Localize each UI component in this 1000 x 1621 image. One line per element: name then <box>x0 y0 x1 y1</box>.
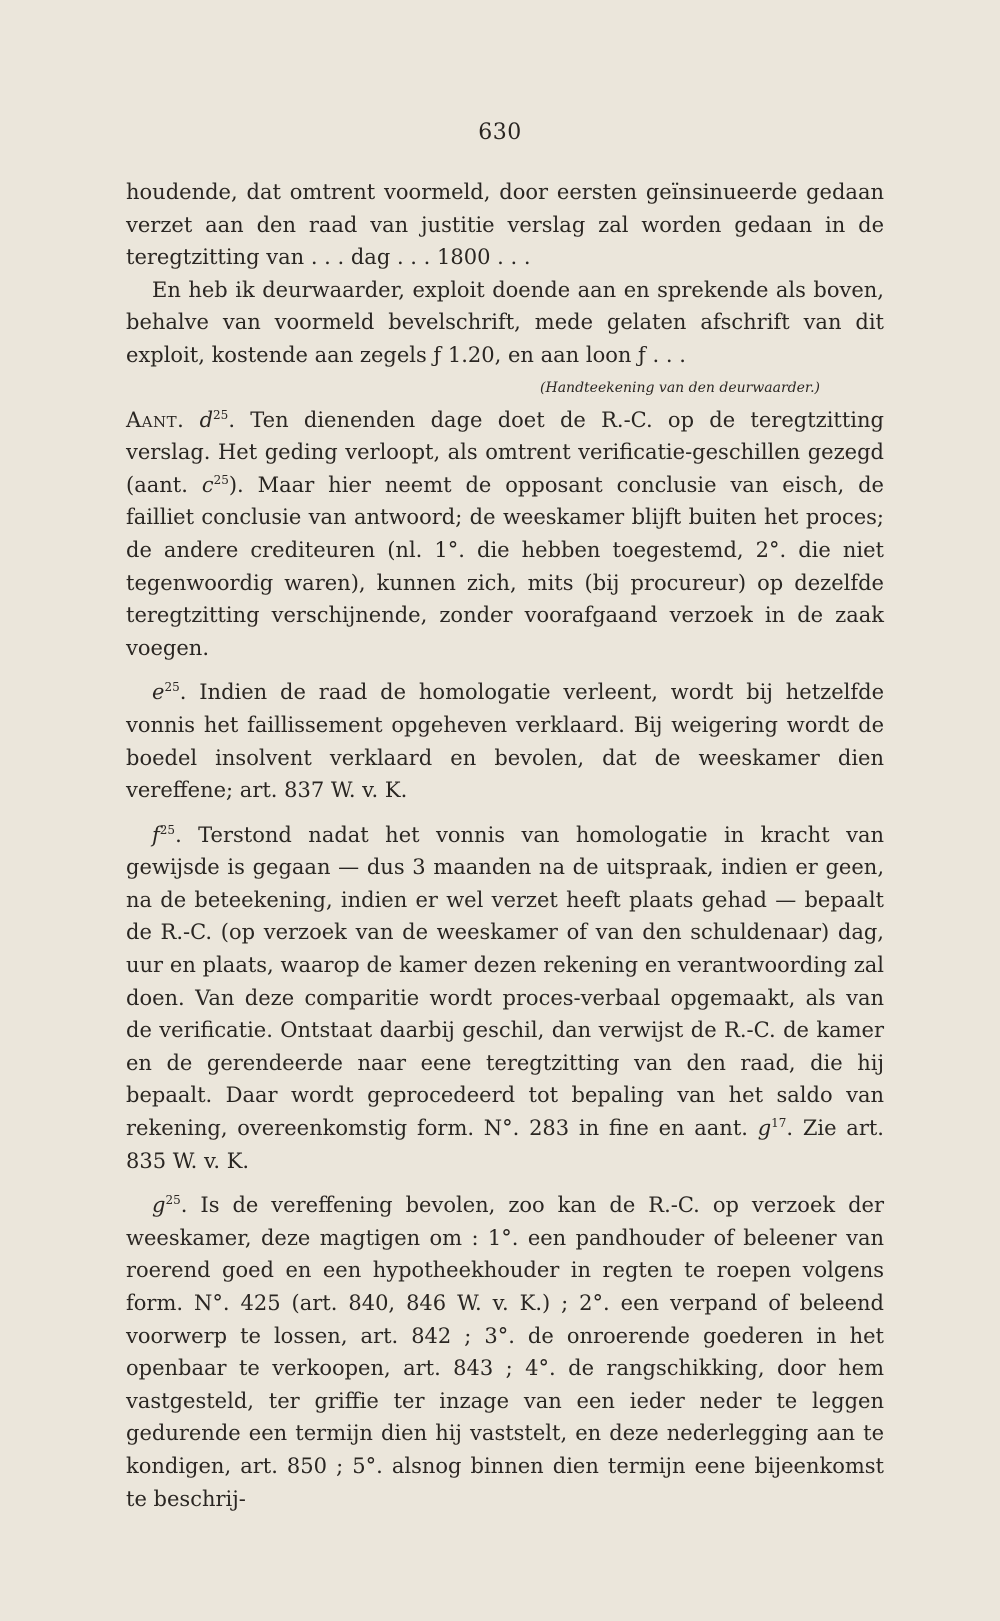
aant-label: Aant. <box>126 407 185 432</box>
signature-note: (Handteekening van den deurwaarder.) <box>540 379 820 396</box>
note-ref-key: g <box>757 1116 772 1141</box>
paragraph-exploit: En heb ik deurwaarder, exploit doende aan en sprekende als boven, behalve van voormeld bevelschrift, mede gelaten afschrift van dit exploit, kostende aan zegels ƒ 1.20, en aan loon ƒ . . . <box>126 277 884 367</box>
note-text: . Is de vereffening bevolen, zoo kan de R.-C. op verzoek der weeskamer, deze magtigen om : 1°. een pandhouder of beleener van roerend goed en een hypotheekhouder in regten te roepen volgens form. N°. 425 (art. 840, 846 W. v. K.) ; 2°. een verpand of beleend voorwerp te lossen, art. 842 ; 3°. de onroerende goederen in het openbaar te verkoopen, art. 843 ; 4°. de rangschikking, door hem vastgesteld, ter griffie ter inzage van een ieder neder te leggen gedurende een termijn dien hij vaststelt, en deze nederlegging aan te kondigen, art. 850 ; 5°. alsnog binnen dien termijn eene bijeenkomst te beschrij- <box>126 1193 884 1511</box>
note-sup: 25 <box>164 680 180 695</box>
note-ref-sup: 17 <box>771 1116 787 1131</box>
note-sup: 25 <box>165 1193 181 1208</box>
note-f25 <box>126 819 884 1178</box>
note-sup: 25 <box>159 822 176 837</box>
note-ref-sup: 25 <box>213 472 229 487</box>
note-g25 <box>126 1189 884 1515</box>
page-number: 630 <box>478 120 522 145</box>
note-key: f <box>152 822 160 847</box>
note-e25 <box>126 676 884 806</box>
note-text: ). Maar hier neemt de opposant conclusie van eisch, de failliet conclusie van antwoord; de weeskamer blijft buiten het proces; de andere crediteuren (nl. 1°. die hebben toegestemd, 2°. die niet tegenwoordig waren), kunnen zich, mits (bij procureur) op dezelfde teregtzitting verschijnende, zonder voorafgaand verzoek in de zaak voegen. <box>126 472 884 660</box>
note-sup: 25 <box>213 407 229 422</box>
note-text: . Ten dienenden dage doet de R.-C. op de teregtzitting verslag. Het geding verloopt, als omtrent verificatie-geschillen gezegd (aant. <box>126 407 884 497</box>
note-key: g <box>152 1193 166 1218</box>
note-key: d <box>199 407 214 432</box>
paragraph-continuation: houdende, dat omtrent voormeld, door eersten geïnsinueerde gedaan verzet aan den raad van justitie verslag zal worden gedaan in de teregtzitting van . . . dag . . . 1800 . . . <box>126 180 884 270</box>
note-key: e <box>152 680 165 705</box>
note-text: . Indien de raad de homologatie verleent, wordt bij hetzelfde vonnis het faillissement opgeheven verklaard. Bij weigering wordt de boedel insolvent verklaard en bevolen, dat de weeskamer dien vereffene; art. 837 W. v. K. <box>126 680 884 803</box>
note-ref-key: c <box>201 472 214 497</box>
note-text: . Terstond nadat het vonnis van homologatie in kracht van gewijsde is gegaan — dus 3 maanden na de uitspraak, indien er geen, na de beteekening, indien er wel verzet heeft plaats gehad — bepaalt de R.-C. (op verzoek van de weeskamer of van den schuldenaar) dag, uur en plaats, waarop de kamer dezen rekening en verantwoording zal doen. Van deze comparitie wordt proces-verbaal opgemaakt, als van de verificatie. Ontstaat daarbij geschil, dan verwijst de R.-C. de kamer en de gerendeerde naar eene teregtzitting van den raad, die hij bepaalt. Daar wordt geprocedeerd tot bepaling van het saldo van rekening, overeenkomstig form. N°. 283 in fine en aant. <box>126 822 884 1141</box>
note-text: . Zie art. 835 W. v. K. <box>126 1116 884 1173</box>
body-text <box>126 176 884 1515</box>
note-d25 <box>126 404 884 665</box>
